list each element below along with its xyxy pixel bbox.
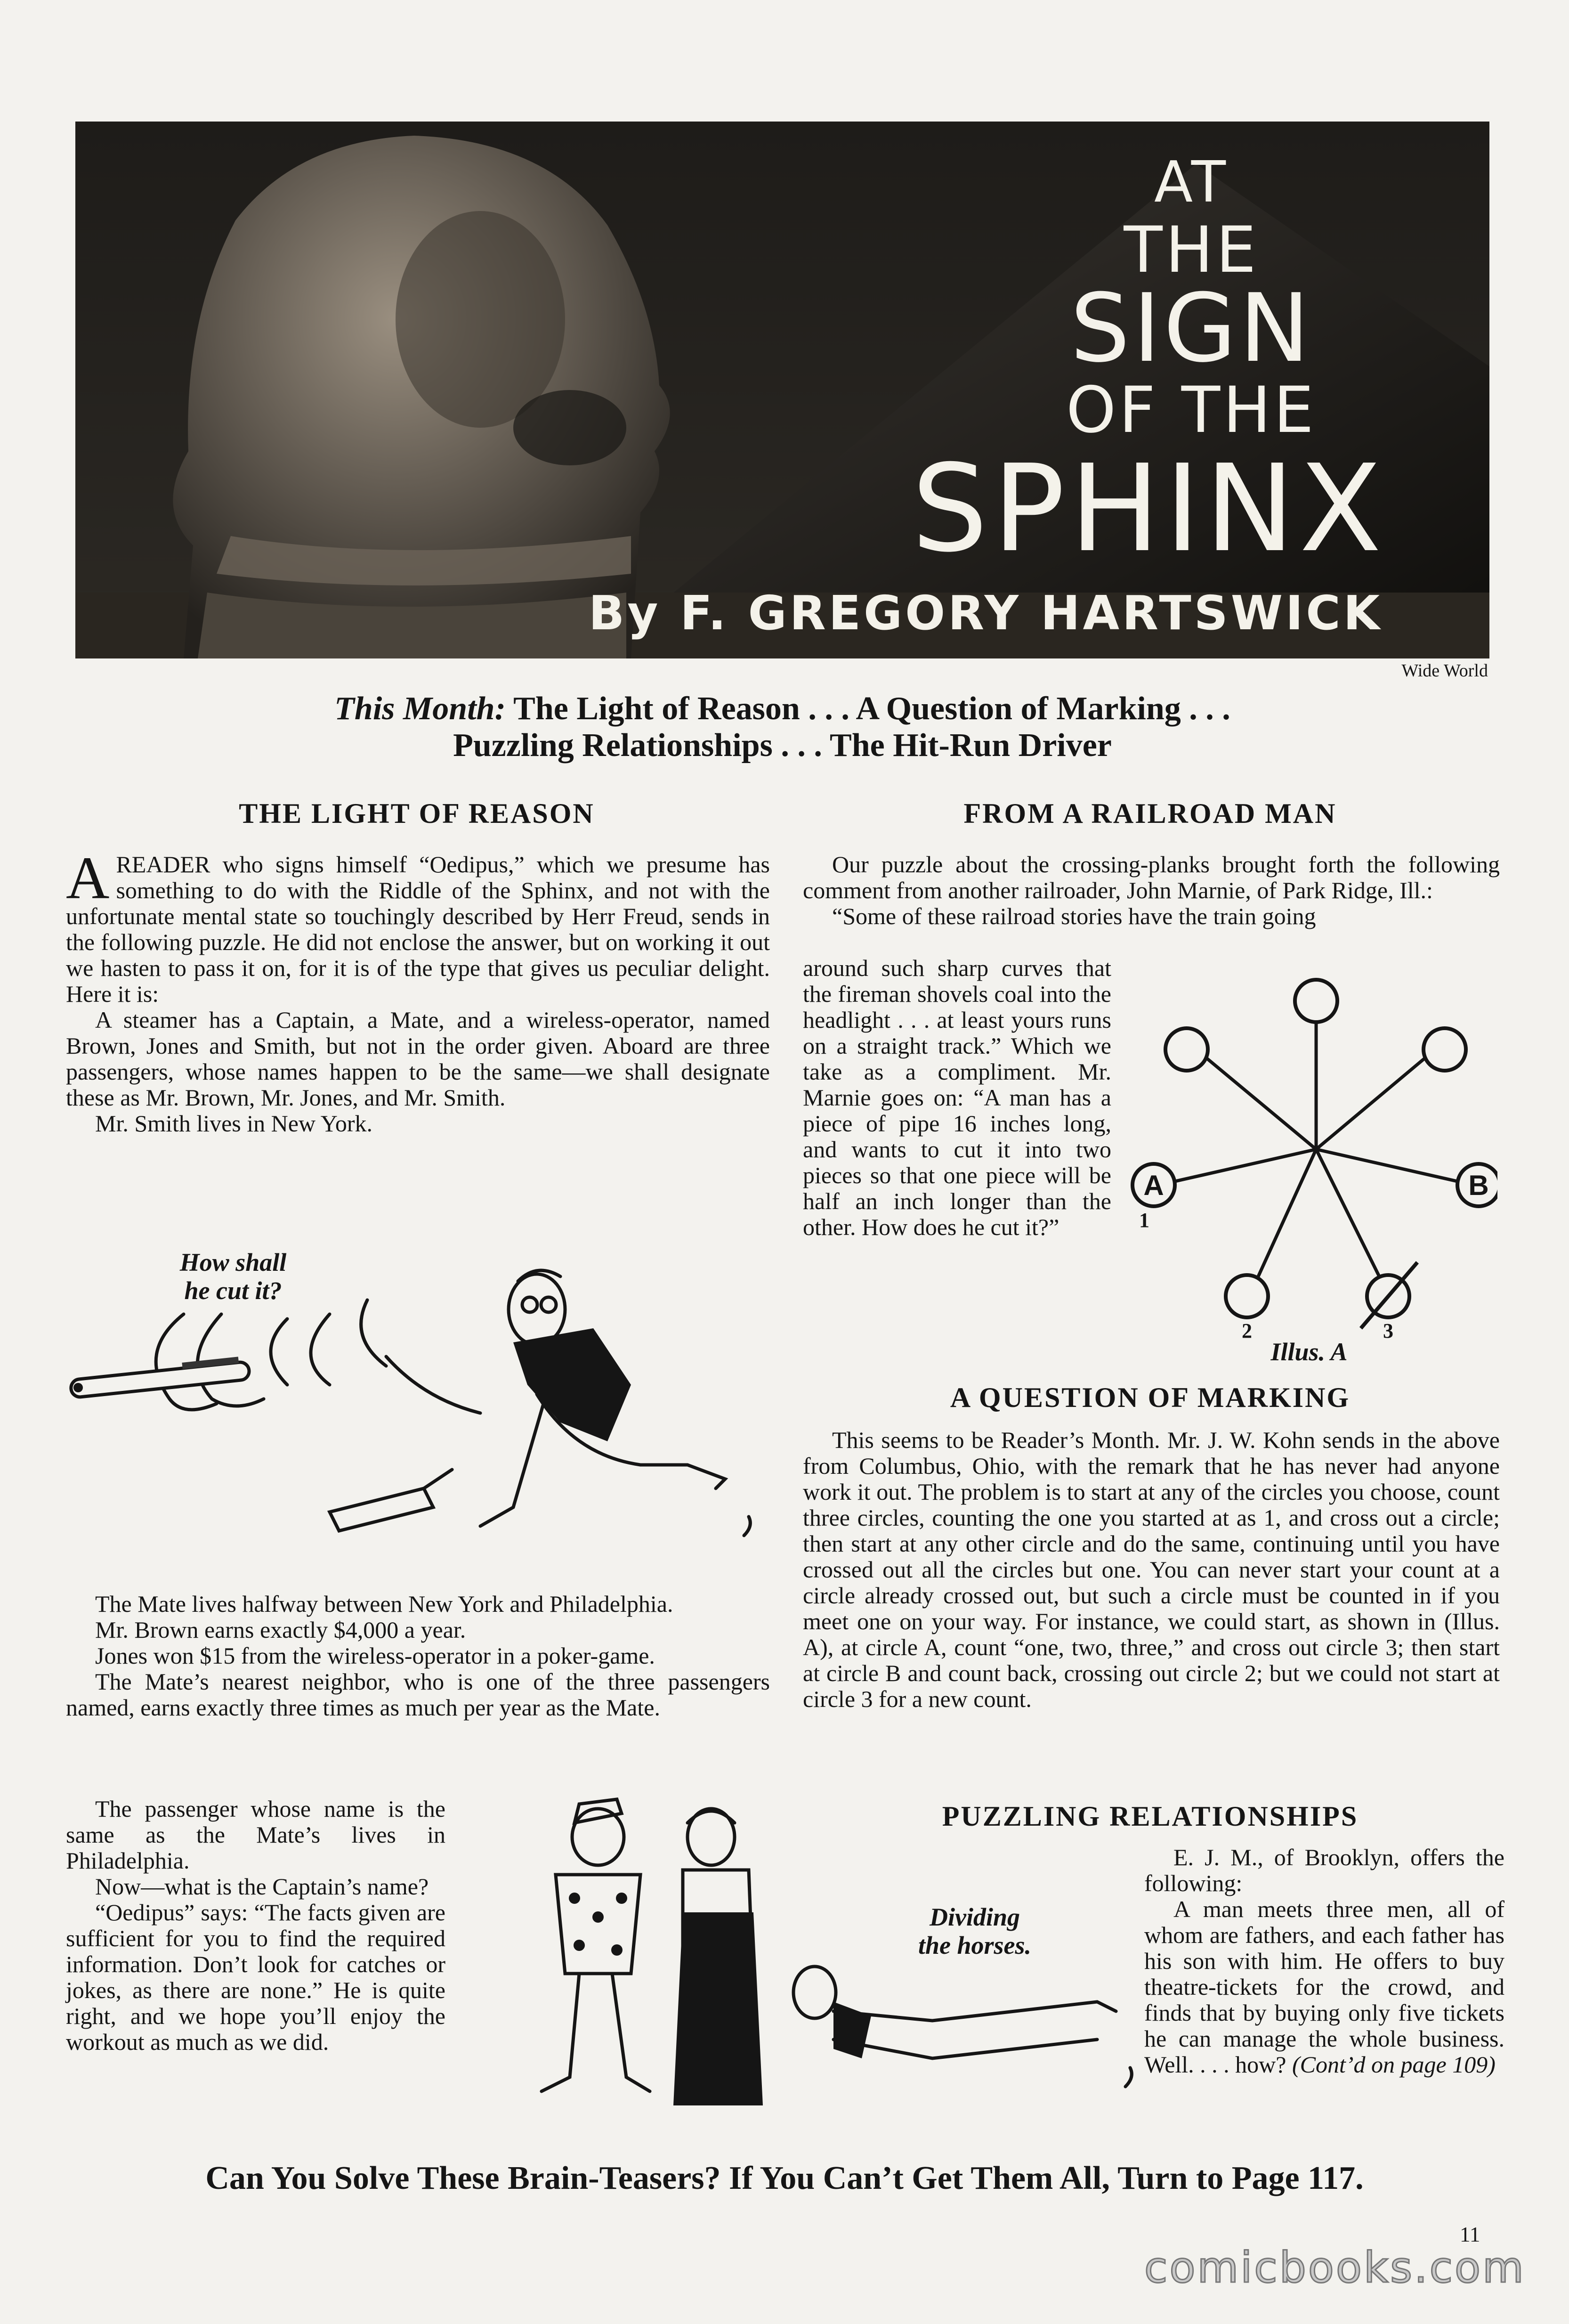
paragraph: “Some of these railroad stories have the train going [832, 903, 1316, 929]
railroad-intro [803, 852, 1500, 929]
circle-node [1295, 980, 1337, 1022]
drop-cap: A [66, 845, 110, 911]
paragraph-text: READER who signs himself “Oedipus,” which we presume has something to do with the Riddle of the Sphinx, and not with the unfortunate mental state so touchingly described by Herr Freud, sends in the following puzzle. He did not enclose the answer, but on working it out we hasten to pass it on, for it is of the type that gives us peculiar delight. Here it is: [66, 851, 770, 1007]
paragraph [1144, 1896, 1504, 2078]
paragraph: E. J. M., of Brooklyn, offers the following: [1144, 1844, 1504, 1896]
label-num-2: 2 [1242, 1319, 1252, 1342]
circle-node [1423, 1028, 1466, 1071]
paragraph: This seems to be Reader’s Month. Mr. J. W. Kohn sends in the above from Columbus, Ohio, with the remark that he has never had anyone work it out. The problem is to start at any of the circles you choose, count three circles, counting the one you started at as 1, and cross out a circle; then start at any other circle and do the same, continuing until you have crossed out all the circles but one. You can never start your count at a circle already crossed out, but such a circle must be counted in if you meet one on your way. For instance, we could start, as shown in (Illus. A), at circle A, count “one, two, three,” and cross out circle 3; then start at circle B and count back, crossing out circle 2; but we could not start at circle 3 for a new count. [803, 1427, 1500, 1712]
photo-credit: Wide World [1401, 661, 1488, 681]
title-at: AT [1154, 150, 1229, 215]
circle-node [1165, 1028, 1208, 1071]
marking-text [803, 1427, 1500, 1712]
caption-line: How shall [179, 1248, 287, 1276]
cartoon-man-sawing-pipe [66, 1243, 772, 1554]
heading-puzzling-relationships: PUZZLING RELATIONSHIPS [942, 1801, 1359, 1832]
illus-a-caption: Illus. A [1270, 1338, 1348, 1366]
title-sphinx: SPHINX [911, 439, 1387, 579]
title-of-the: OF THE [1066, 373, 1317, 447]
brain-teaser-footer: Can You Solve These Brain-Teasers? If You Can’t Get Them All, Turn to Page 117. [205, 2160, 1364, 2196]
illus-a-diagram [1130, 961, 1497, 1385]
light-of-reason-intro [66, 845, 770, 1137]
paragraph: Mr. Smith lives in New York. [95, 1110, 372, 1137]
light-of-reason-clues [66, 1591, 770, 1721]
paragraph: Mr. Brown earns exactly $4,000 a year. [95, 1617, 466, 1643]
teaser-text-1: The Light of Reason . . . A Question of Marking . . . [513, 691, 1230, 727]
byline: By F. GREGORY HARTSWICK [589, 585, 1383, 641]
heading-railroad-man: FROM A RAILROAD MAN [963, 798, 1337, 829]
paragraph [66, 845, 770, 1007]
watermark: comicbooks.com [1144, 2243, 1526, 2292]
label-num-1: 1 [1139, 1209, 1149, 1232]
paragraph: The Mate lives halfway between New York and Philadelphia. [95, 1591, 673, 1617]
teaser-label: This Month: [334, 691, 506, 727]
continued-note: (Cont’d on page 109) [1292, 2051, 1496, 2078]
circle-node-2 [1226, 1275, 1268, 1317]
paragraph: The passenger whose name is the same as the Mate’s lives in Philadelphia. [66, 1796, 445, 1874]
heading-question-of-marking: A QUESTION OF MARKING [950, 1382, 1351, 1413]
paragraph: Jones won $15 from the wireless-operator in a poker-game. [95, 1642, 655, 1669]
title-sign: SIGN [1070, 274, 1313, 383]
paragraph: around such sharp curves that the fireman shovels coal into the headlight . . . at least yours runs on a straight track.” Which we take as a compliment. Mr. Marnie goes on: “A man has a piece of pipe 16 inches long, and wants to cut it into two pieces so that one piece will be half an inch longer than the other. How does he cut it?” [803, 955, 1111, 1240]
teaser-line-1 [75, 691, 1489, 727]
paragraph: The Mate’s nearest neighbor, who is one of the three passengers named, earns exactly three times as much per year as the Mate. [66, 1668, 770, 1721]
caption-line: the horses. [918, 1931, 1032, 1959]
paragraph: Our puzzle about the crossing-planks brought forth the following comment from another railroader, John Marnie, of Park Ridge, Ill.: [803, 851, 1500, 903]
title-the: THE [1124, 213, 1259, 287]
label-num-3: 3 [1383, 1319, 1393, 1342]
relationships-text [1144, 1845, 1504, 2078]
label-b: B [1468, 1170, 1489, 1201]
paragraph: A steamer has a Captain, a Mate, and a wireless-operator, named Brown, Jones and Smith, but not in the order given. Aboard are three passengers, whose names happen to be the same—we shall designate these as Mr. Brown, Mr. Jones, and Mr. Smith. [66, 1007, 770, 1111]
railroad-puzzle [803, 955, 1111, 1240]
page-number: 11 [1460, 2223, 1480, 2246]
caption-line: Dividing [929, 1903, 1020, 1931]
paragraph: Now—what is the Captain’s name? [95, 1873, 429, 1900]
light-of-reason-conclusion [66, 1796, 445, 2055]
paragraph-text: A man meets three men, all of whom are fathers, and each father has his son with him. He offers to buy theatre-tickets for the crowd, and finds that by buying only five tickets he can manage the whole business. Well. . . . how? [1144, 1896, 1504, 2078]
heading-light-of-reason: THE LIGHT OF REASON [239, 798, 595, 829]
label-a: A [1143, 1170, 1164, 1201]
teaser-line-2: Puzzling Relationships . . . The Hit-Run Driver [453, 727, 1112, 764]
header-photo [75, 122, 1489, 658]
cartoon-2-caption [895, 1903, 1055, 1959]
paragraph: “Oedipus” says: “The facts given are sufficient for you to find the required information. Don’t look for catches or jokes, as there are none.” He is quite right, and we hope you’ll enjoy the workout as much as we did. [66, 1899, 445, 2055]
caption-line: he cut it? [184, 1276, 282, 1305]
